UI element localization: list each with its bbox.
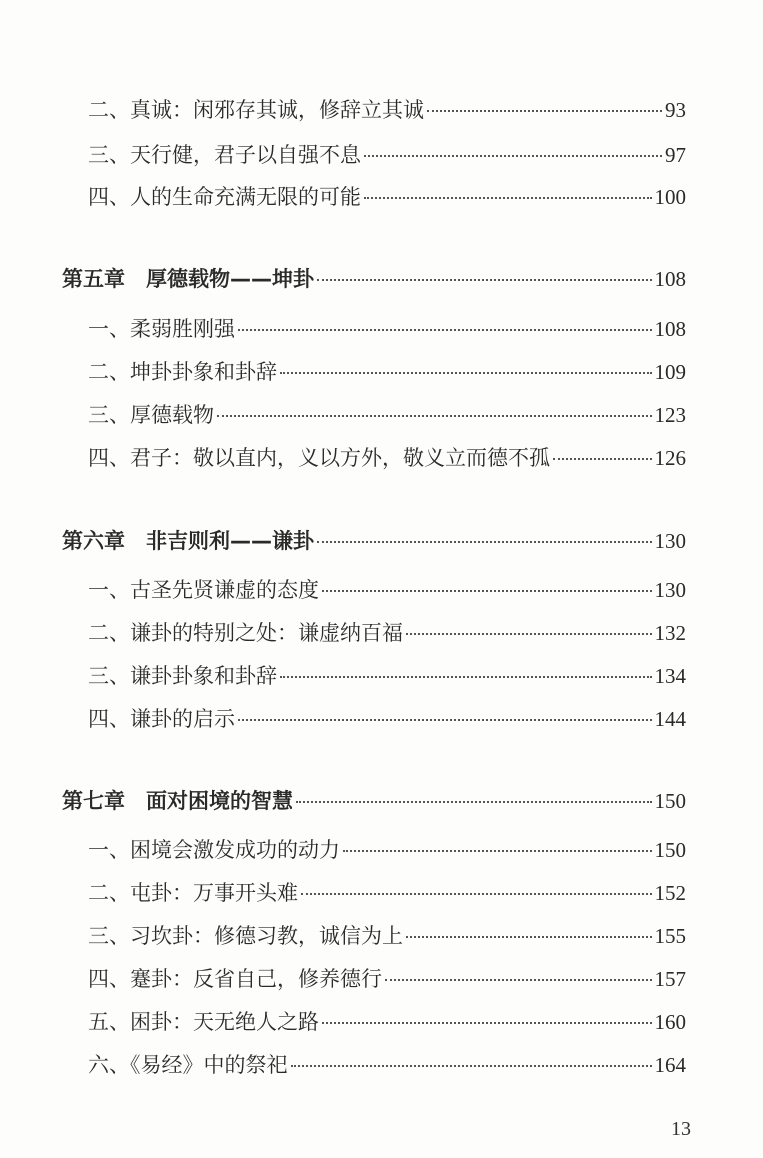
dot-leader [317, 279, 652, 281]
entry-page-number: 144 [654, 707, 686, 731]
toc-section-entry [88, 182, 686, 212]
entry-page-number: 164 [654, 1053, 686, 1077]
entry-title: 四、蹇卦：反省自己，修养德行 [88, 967, 382, 991]
entry-title: 二、真诚：闲邪存其诚，修辞立其诚 [88, 98, 424, 122]
dot-leader [343, 850, 652, 852]
toc-section-entry [88, 661, 686, 691]
entry-title: 二、屯卦：万事开头难 [88, 881, 298, 905]
toc-section-entry [88, 921, 686, 951]
toc-section-entry [88, 618, 686, 648]
dot-leader [291, 1065, 652, 1067]
entry-page-number: 152 [654, 881, 686, 905]
toc-section-entry [88, 400, 686, 430]
dot-leader [280, 372, 652, 374]
toc-section-entry [88, 357, 686, 387]
entry-title: 三、谦卦卦象和卦辞 [88, 664, 277, 688]
entry-title: 一、古圣先贤谦虚的态度 [88, 578, 319, 602]
entry-title: 三、厚德载物 [88, 403, 214, 427]
entry-title: 四、人的生命充满无限的可能 [88, 185, 361, 209]
dot-leader [364, 197, 652, 199]
dot-leader [553, 458, 652, 460]
entry-title: 二、谦卦的特别之处：谦虚纳百福 [88, 621, 403, 645]
toc-section-entry [88, 140, 686, 170]
dot-leader [217, 415, 652, 417]
entry-title: 三、习坎卦：修德习教，诚信为上 [88, 924, 403, 948]
entry-page-number: 134 [654, 664, 686, 688]
dot-leader [296, 801, 652, 803]
chapter-title: 第七章 面对困境的智慧 [62, 789, 293, 813]
dot-leader [364, 155, 662, 157]
dot-leader [322, 1022, 652, 1024]
entry-title: 四、君子：敬以直内，义以方外，敬义立而德不孤 [88, 446, 550, 470]
toc-section-entry [88, 835, 686, 865]
toc-section-entry [88, 314, 686, 344]
entry-page-number: 93 [665, 98, 686, 122]
entry-page-number: 123 [654, 403, 686, 427]
entry-title: 一、困境会激发成功的动力 [88, 838, 340, 862]
entry-page-number: 130 [654, 578, 686, 602]
dot-leader [406, 936, 652, 938]
chapter-title: 第五章 厚德载物——坤卦 [62, 267, 314, 291]
toc-section-entry [88, 443, 686, 473]
entry-title: 三、天行健，君子以自强不息 [88, 143, 361, 167]
entry-page-number: 109 [654, 360, 686, 384]
toc-section-entry [88, 575, 686, 605]
dot-leader [406, 633, 652, 635]
entry-title: 二、坤卦卦象和卦辞 [88, 360, 277, 384]
entry-page-number: 108 [654, 317, 686, 341]
dot-leader [427, 110, 662, 112]
entry-page-number: 150 [654, 838, 686, 862]
entry-title: 六、《易经》中的祭祀 [88, 1053, 288, 1077]
entry-page-number: 157 [654, 967, 686, 991]
entry-title: 五、困卦：天无绝人之路 [88, 1010, 319, 1034]
entry-page-number: 97 [665, 143, 686, 167]
dot-leader [385, 979, 652, 981]
dot-leader [317, 541, 652, 543]
entry-title: 四、谦卦的启示 [88, 707, 235, 731]
entry-page-number: 130 [654, 529, 686, 553]
toc-chapter-entry [62, 786, 686, 816]
toc-section-entry [88, 1050, 686, 1080]
toc-section-entry [88, 95, 686, 125]
dot-leader [322, 590, 652, 592]
toc-section-entry [88, 1007, 686, 1037]
entry-page-number: 132 [654, 621, 686, 645]
entry-page-number: 126 [654, 446, 686, 470]
entry-title: 一、柔弱胜刚强 [88, 317, 235, 341]
dot-leader [280, 676, 652, 678]
toc-chapter-entry [62, 264, 686, 294]
entry-page-number: 160 [654, 1010, 686, 1034]
dot-leader [238, 719, 652, 721]
dot-leader [301, 893, 652, 895]
entry-page-number: 108 [654, 267, 686, 291]
toc-chapter-entry [62, 526, 686, 556]
chapter-title: 第六章 非吉则利——谦卦 [62, 529, 314, 553]
dot-leader [238, 329, 652, 331]
page-folio-number: 13 [671, 1118, 691, 1140]
toc-section-entry [88, 878, 686, 908]
toc-section-entry [88, 964, 686, 994]
entry-page-number: 150 [654, 789, 686, 813]
entry-page-number: 100 [654, 185, 686, 209]
toc-section-entry [88, 704, 686, 734]
entry-page-number: 155 [654, 924, 686, 948]
